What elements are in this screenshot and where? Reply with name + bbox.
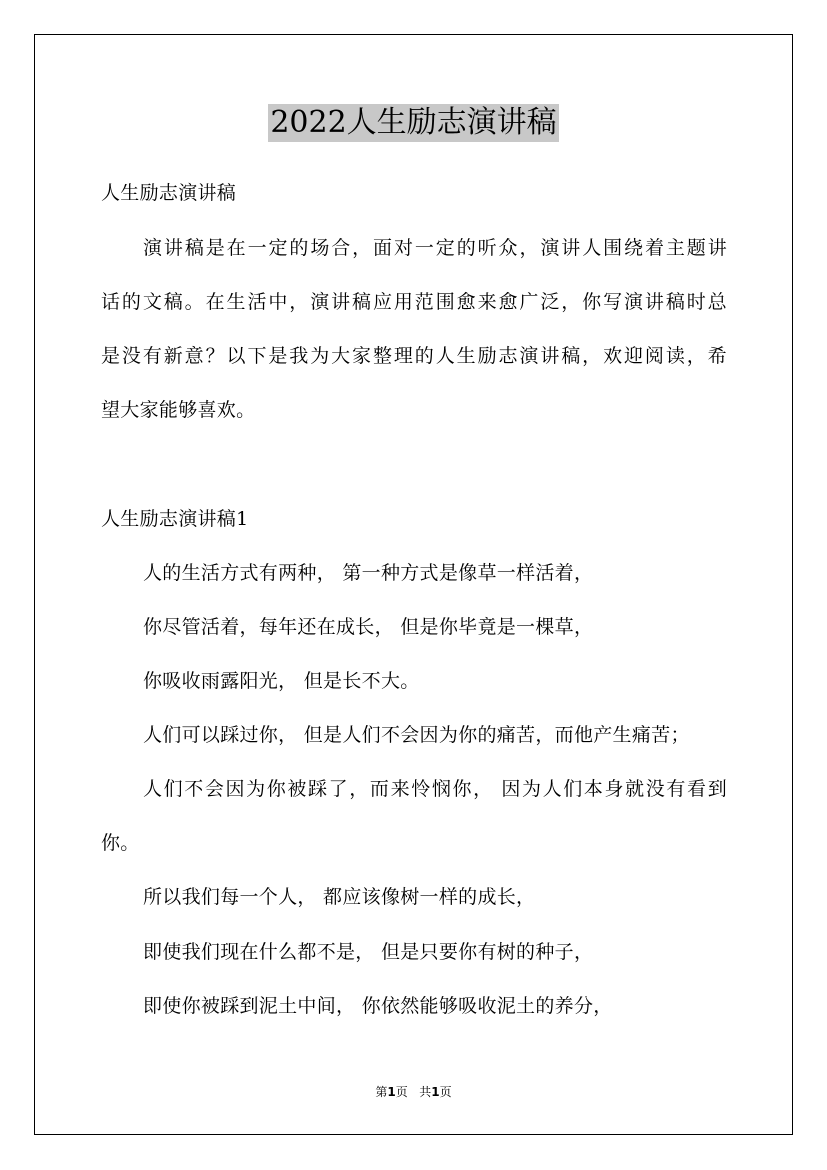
total-prefix: 共 <box>419 1085 432 1099</box>
page-number: 1 <box>387 1085 396 1099</box>
body-line: 你尽管活着，每年还在成长， 但是你毕竟是一棵草， <box>143 616 594 638</box>
document-title: 2022人生励志演讲稿 <box>270 105 557 140</box>
page-prefix: 第 <box>375 1085 388 1099</box>
body-line: 你吸收雨露阳光， 但是长不大。 <box>143 670 420 692</box>
title-wrap <box>0 104 827 142</box>
total-pages: 1 <box>431 1085 440 1099</box>
body-line: 即使你被踩到泥土中间， 你依然能够吸收泥土的养分， <box>143 995 613 1017</box>
intro-line: 是没有新意？以下是我为大家整理的人生励志演讲稿，欢迎阅读，希 <box>101 345 727 367</box>
intro-line: 演讲稿是在一定的场合，面对一定的听众，演讲人围绕着主题讲 <box>143 237 727 259</box>
page-footer <box>0 1084 827 1100</box>
section-heading: 人生励志演讲稿 <box>101 182 237 204</box>
body-line: 人们可以踩过你， 但是人们不会因为你的痛苦，而他产生痛苦； <box>143 724 690 746</box>
intro-line: 话的文稿。在生活中，演讲稿应用范围愈来愈广泛，你写演讲稿时总 <box>101 291 727 313</box>
body-line: 人们不会因为你被踩了，而来怜悯你， 因为人们本身就没有看到 <box>143 778 727 800</box>
body-line: 所以我们每一个人， 都应该像树一样的成长， <box>143 886 536 908</box>
section-heading: 人生励志演讲稿1 <box>101 508 249 530</box>
body-line: 你。 <box>101 832 140 854</box>
page-suffix: 页 <box>395 1085 408 1099</box>
intro-line: 望大家能够喜欢。 <box>101 399 256 421</box>
body-line: 人的生活方式有两种， 第一种方式是像草一样活着， <box>143 562 594 584</box>
body-line: 即使我们现在什么都不是， 但是只要你有树的种子， <box>143 941 594 963</box>
total-suffix: 页 <box>439 1085 452 1099</box>
